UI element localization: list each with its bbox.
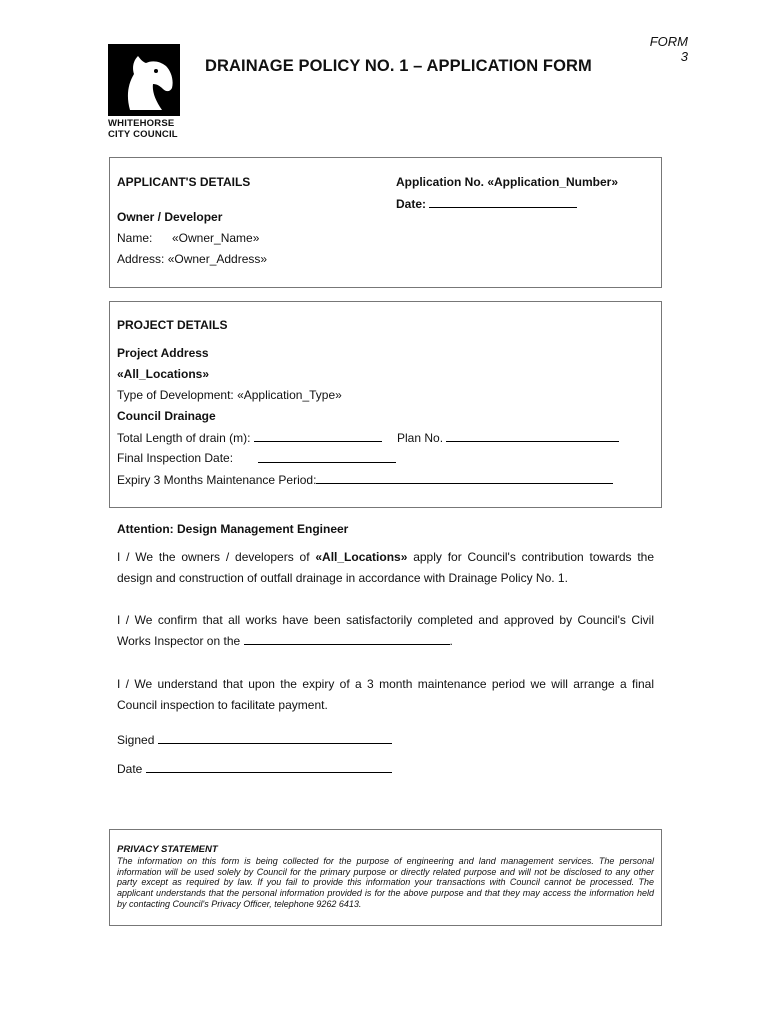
total-length-label: Total Length of drain (m):: [117, 431, 251, 445]
logo-text-line2: CITY COUNCIL: [108, 128, 178, 140]
p2-end: .: [449, 634, 453, 648]
signed-label: Signed: [117, 733, 155, 747]
sign-date-underline: [146, 761, 392, 773]
owner-name-label: Name:: [117, 231, 153, 245]
page-title: DRAINAGE POLICY NO. 1 – APPLICATION FORM: [205, 57, 592, 75]
horse-head-icon: [108, 44, 180, 116]
plan-no-underline: [446, 430, 619, 442]
privacy-body: The information on this form is being collected for the purpose of engineering and land management services. The personal information will be used solely by Council for the primary purpose or directly related purpose and will not be disclosed to any other party except as required by law. If you fail to provide this information your transactions with Council cannot be processed. The applicant understands that the personal information provided is for the above purpose and that they may access the information held by contacting Council's Privacy Officer, telephone 9262 6413.: [117, 855, 654, 909]
form-number: [608, 34, 688, 64]
p1-start: I / We the owners / developers of: [117, 550, 316, 564]
p1-locations: «All_Locations»: [315, 550, 408, 564]
logo-text: [108, 119, 178, 140]
expiry-label: Expiry 3 Months Maintenance Period:: [117, 473, 317, 487]
applicant-details-box: [109, 157, 662, 288]
form-number-value: 3: [680, 49, 688, 64]
owner-name-value: «Owner_Name»: [172, 231, 260, 245]
owner-address: Address: «Owner_Address»: [117, 252, 268, 266]
p1-end: apply for Council's contribution towards the design and construction of outfall drainage in accordance with Drainage Policy No. 1.: [117, 550, 654, 585]
date-underline: [429, 196, 577, 208]
owner-heading: Owner / Developer: [117, 210, 223, 224]
council-logo: [108, 44, 180, 140]
project-details-box: [109, 301, 662, 508]
project-locations: «All_Locations»: [117, 367, 210, 381]
plan-no-label: Plan No.: [397, 431, 444, 445]
privacy-heading: PRIVACY STATEMENT: [117, 844, 218, 855]
attention-line: Attention: Design Management Engineer: [117, 522, 349, 536]
total-length-underline: [254, 430, 382, 442]
logo-text-line1: WHITEHORSE: [108, 118, 175, 129]
final-inspection-field[interactable]: [258, 451, 396, 466]
p2-start: I / We confirm that all works have been satisfactorily completed and approved by Council's Civil Works Inspector on the: [117, 613, 654, 648]
project-heading: PROJECT DETAILS: [117, 318, 228, 332]
plan-no-field[interactable]: [397, 430, 619, 445]
council-drainage-heading: Council Drainage: [117, 409, 216, 423]
declaration-paragraph-1: [117, 547, 654, 589]
sign-date-label: Date: [117, 762, 143, 776]
project-address-heading: Project Address: [117, 346, 209, 360]
final-inspection-label: Final Inspection Date:: [117, 451, 234, 465]
date-field[interactable]: [396, 196, 577, 211]
date-label: Date:: [396, 197, 427, 211]
final-inspection-underline: [258, 451, 396, 463]
signed-field[interactable]: [117, 732, 392, 747]
expiry-underline: [316, 472, 613, 484]
total-length-field[interactable]: [117, 430, 382, 445]
form-number-label: FORM: [649, 34, 688, 49]
signature-underline: [158, 732, 392, 744]
inspection-date-underline[interactable]: [244, 633, 450, 645]
privacy-statement: [117, 845, 654, 910]
declaration-paragraph-2: [117, 610, 654, 652]
expiry-field[interactable]: [117, 472, 613, 487]
declaration-paragraph-3: I / We understand that upon the expiry of a 3 month maintenance period we will arrange a final Council inspection to facilitate payment.: [117, 677, 654, 712]
development-type: Type of Development: «Application_Type»: [117, 388, 342, 402]
application-number: Application No. «Application_Number»: [396, 175, 619, 189]
applicant-heading: APPLICANT'S DETAILS: [117, 175, 251, 189]
sign-date-field[interactable]: [117, 761, 392, 776]
